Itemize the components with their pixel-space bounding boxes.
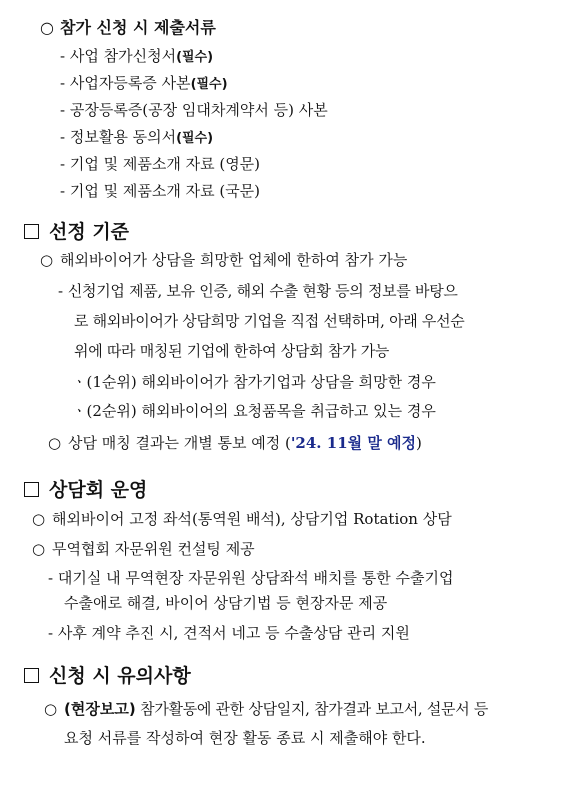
dash-icon: - [60, 47, 66, 65]
circle-bullet-icon: ○ [40, 251, 54, 269]
dash-icon: - [48, 569, 54, 587]
dash-icon: - [60, 155, 66, 173]
bullet-text: 해외바이어가 상담을 희망한 업체에 한하여 참가 가능 [60, 251, 408, 269]
checkbox-square-icon [24, 224, 39, 239]
section2-title-row [24, 219, 129, 245]
section4-title-row [24, 663, 191, 689]
bullet-item [40, 249, 407, 271]
list-item [60, 180, 260, 202]
dash-icon: - [60, 182, 66, 200]
dash-icon: - [60, 74, 66, 92]
dash-icon: - [60, 101, 66, 119]
dash-text-line: 신청기업 제품, 보유 인증, 해외 수출 현황 등의 정보를 바탕으 [67, 282, 458, 300]
dash-icon: - [48, 624, 54, 642]
section3-title-row [24, 477, 147, 503]
list-item [60, 153, 260, 175]
circle-bullet-icon: ○ [44, 700, 58, 718]
section3-title: 상담회 운영 [49, 479, 148, 501]
list-item [60, 99, 328, 121]
bullet-item [32, 538, 255, 560]
list-item-text: 정보활용 동의서 [69, 128, 177, 146]
bullet-item [44, 698, 488, 720]
list-item [60, 126, 213, 150]
circle-bullet-icon: ○ [48, 434, 62, 452]
dot-item: ㆍ(2순위) 해외바이어의 요청품목을 취급하고 있는 경우 [72, 402, 436, 420]
list-item-text: 사업자등록증 사본 [69, 74, 191, 92]
bullet-text-suffix: ) [416, 434, 422, 452]
dash-text-line: 대기실 내 무역현장 자문위원 상담좌석 배치를 통한 수출기업 [57, 569, 454, 587]
dash-icon: - [60, 128, 66, 146]
dash-item [48, 567, 454, 589]
required-tag: (필수) [190, 77, 228, 92]
circle-bullet-icon: ○ [40, 18, 54, 37]
bullet-text-line: 요청 서류를 작성하여 현장 활동 종료 시 제출해야 한다. [64, 729, 426, 747]
list-item-text: 기업 및 제품소개 자료 (국문) [69, 182, 261, 200]
checkbox-square-icon [24, 668, 39, 683]
bullet-text: 해외바이어 고정 좌석(통역원 배석), 상담기업 Rotation 상담 [52, 510, 452, 528]
required-tag: (필수) [176, 50, 214, 65]
bullet-text: 상담 매칭 결과는 개별 통보 예정 ( [68, 434, 291, 452]
section4-title: 신청 시 유의사항 [49, 665, 191, 687]
list-item [60, 45, 213, 69]
section2-title: 선정 기준 [49, 221, 130, 243]
section1-heading: 참가 신청 시 제출서류 [60, 18, 216, 37]
list-item-text: 공장등록증(공장 임대차계약서 등) 사본 [69, 101, 328, 119]
bullet-text: 참가활동에 관한 상담일지, 참가결과 보고서, 설문서 등 [135, 700, 489, 718]
list-item [60, 72, 228, 96]
bullet-item [32, 508, 452, 530]
dash-item [48, 622, 410, 644]
dash-text-line: 로 해외바이어가 상담희망 기업을 직접 선택하며, 아래 우선순 [74, 312, 465, 330]
dash-text-line: 위에 따라 매칭된 기업에 한하여 상담회 참가 가능 [74, 342, 390, 360]
dash-icon: - [58, 282, 64, 300]
circle-bullet-icon: ○ [32, 510, 46, 528]
list-item-text: 기업 및 제품소개 자료 (영문) [69, 155, 261, 173]
circle-bullet-icon: ○ [32, 540, 46, 558]
dot-item: ㆍ(1순위) 해외바이어가 참가기업과 상담을 희망한 경우 [72, 373, 436, 391]
dash-text-line: 사후 계약 추진 시, 견적서 네고 등 수출상담 관리 지원 [57, 624, 410, 642]
section1-heading-row [40, 17, 216, 39]
list-item-text: 사업 참가신청서 [69, 47, 177, 65]
notice-label: (현장보고) [64, 700, 136, 718]
dash-text-line: 수출애로 해결, 바이어 상담기법 등 현장자문 제공 [64, 594, 388, 612]
bullet-item [48, 432, 422, 454]
checkbox-square-icon [24, 482, 39, 497]
highlight-date: '24. 11월 말 예정 [290, 434, 417, 452]
bullet-text: 무역협회 자문위원 컨설팅 제공 [52, 540, 255, 558]
required-tag: (필수) [176, 131, 214, 146]
dash-item [58, 280, 458, 302]
